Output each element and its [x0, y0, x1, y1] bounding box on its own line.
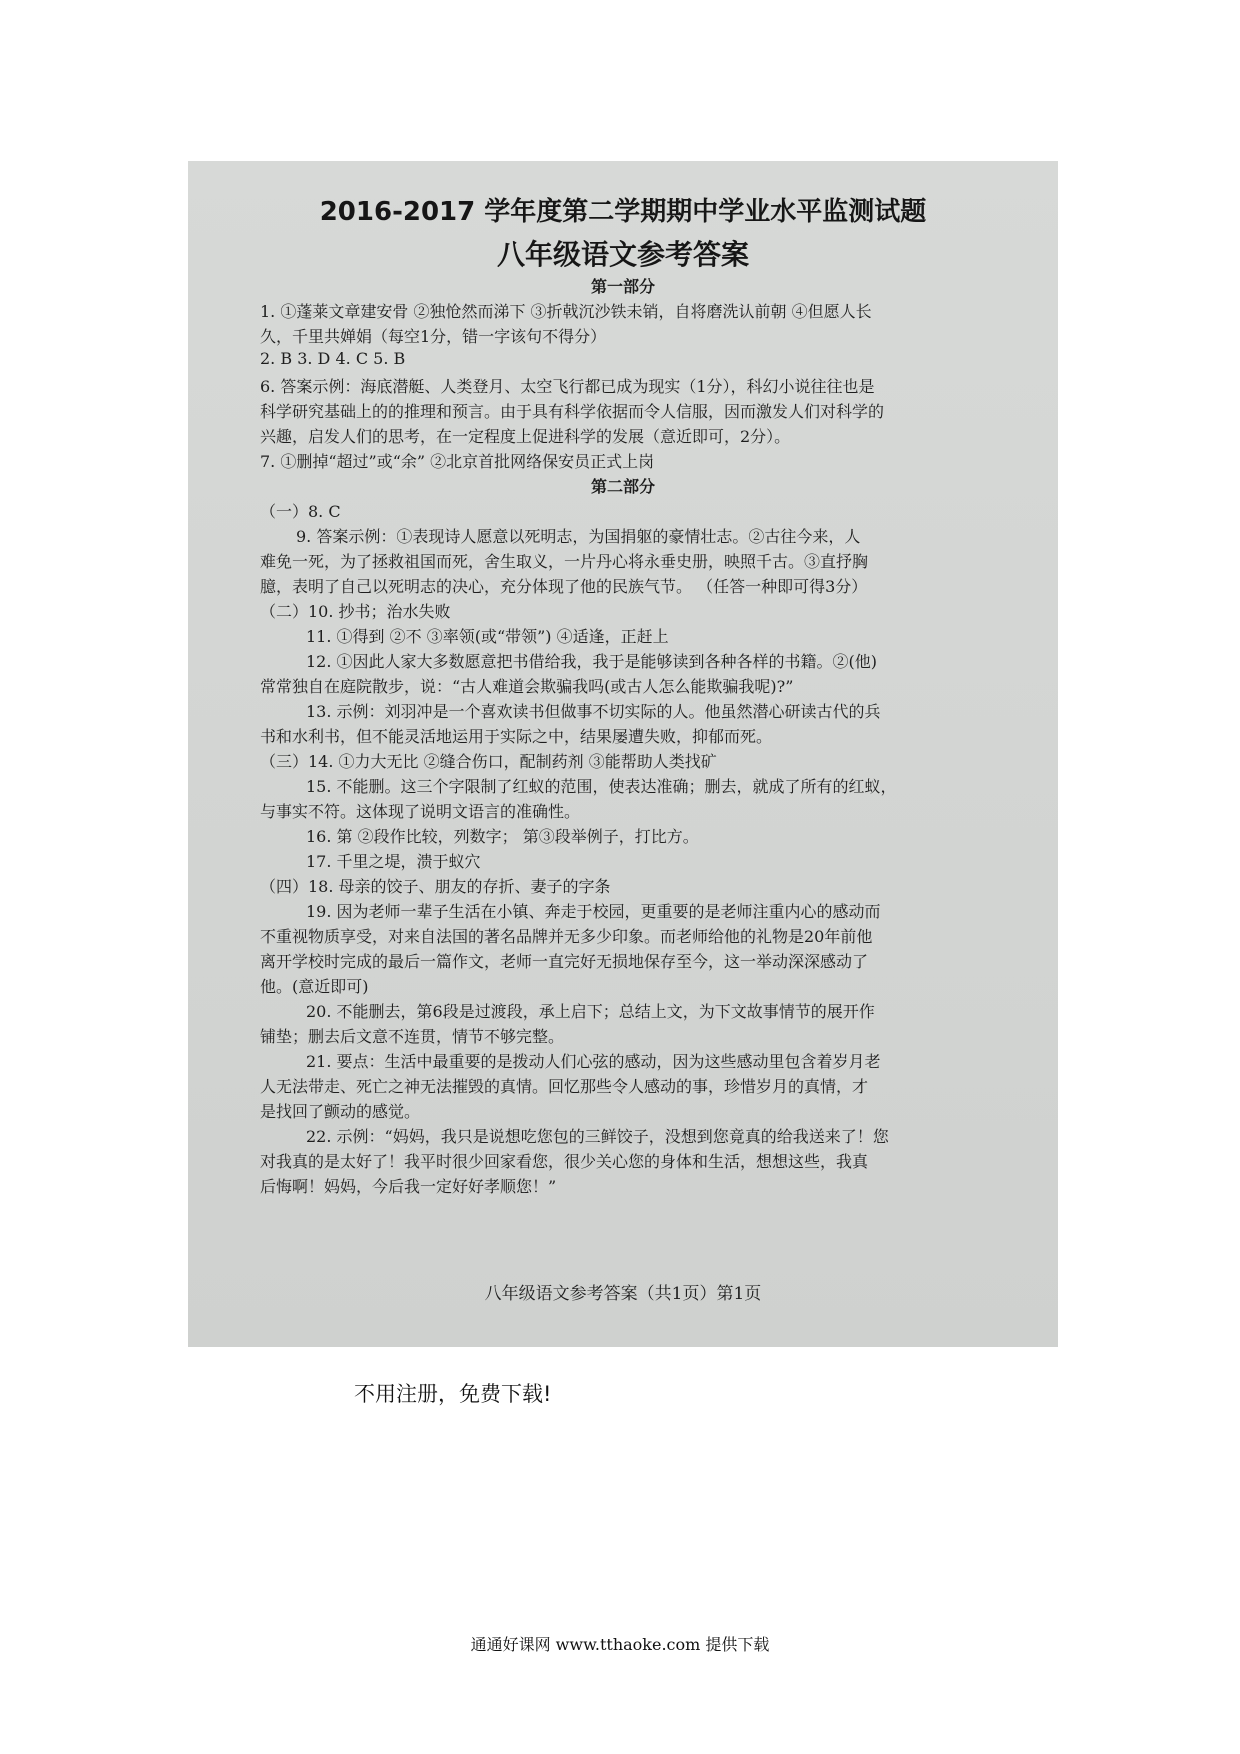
- answer-line: 兴趣，启发人们的思考，在一定程度上促进科学的发展（意近即可，2分）。: [260, 427, 791, 446]
- answer-line: （四）18. 母亲的饺子、朋友的存折、妻子的字条: [260, 877, 611, 896]
- answer-line: 7. ①删掉“超过”或“余” ②北京首批网络保安员正式上岗: [260, 452, 655, 471]
- answer-line: 19. 因为老师一辈子生活在小镇、奔走于校园，更重要的是老师注重内心的感动而: [306, 902, 881, 921]
- document-subtitle: 八年级语文参考答案: [496, 238, 749, 271]
- answer-line: 离开学校时完成的最后一篇作文，老师一直完好无损地保存至今，这一举动深深感动了: [260, 952, 869, 971]
- answer-line: 科学研究基础上的的推理和预言。由于具有科学依据而令人信服，因而激发人们对科学的: [260, 402, 885, 421]
- section-heading-part1: 第一部分: [590, 277, 655, 296]
- answer-line: 他。(意近即可): [260, 977, 369, 996]
- scanned-answer-sheet-photo: [188, 161, 1058, 1347]
- answer-line: 1. ①蓬莱文章建安骨 ②独怆然而涕下 ③折戟沉沙铁未销，自将磨洗认前朝 ④但愿人长: [260, 302, 872, 321]
- answer-line: 与事实不符。这体现了说明文语言的准确性。: [260, 802, 581, 821]
- answer-line: （二）10. 抄书；治水失败: [260, 602, 451, 621]
- answer-line: 15. 不能删。这三个字限制了红蚁的范围，使表达准确；删去，就成了所有的红蚁，: [306, 777, 897, 796]
- answer-line: 铺垫；删去后文意不连贯，情节不够完整。: [260, 1027, 565, 1046]
- answer-line: 常常独自在庭院散步，说：“古人难道会欺骗我吗(或古人怎么能欺骗我呢)?”: [260, 677, 794, 696]
- answer-line: 21. 要点：生活中最重要的是拨动人们心弦的感动，因为这些感动里包含着岁月老: [306, 1052, 881, 1071]
- answer-line: 对我真的是太好了！我平时很少回家看您，很少关心您的身体和生活，想想这些，我真: [260, 1152, 869, 1171]
- free-download-note: 不用注册，免费下载!: [354, 1382, 552, 1406]
- answer-line: 久，千里共婵娟（每空1分，错一字该句不得分）: [260, 327, 607, 346]
- answer-line: 17. 千里之堤，溃于蚁穴: [306, 852, 481, 871]
- answer-line: 22. 示例：“妈妈，我只是说想吃您包的三鲜饺子，没想到您竟真的给我送来了！您: [306, 1127, 889, 1146]
- answer-line: 9. 答案示例：①表现诗人愿意以死明志，为国捐躯的豪情壮志。②古往今来，人: [296, 527, 861, 546]
- answer-line: 难免一死，为了拯救祖国而死，舍生取义，一片丹心将永垂史册，映照千古。③直抒胸: [260, 552, 869, 571]
- document-title: 2016-2017 学年度第二学期期中学业水平监测试题: [319, 197, 927, 227]
- answer-line: 后悔啊！妈妈，今后我一定好好孝顺您！”: [260, 1177, 557, 1196]
- answer-line: 13. 示例：刘羽冲是一个喜欢读书但做事不切实际的人。他虽然潜心研读古代的兵: [306, 702, 881, 721]
- answer-line: 不重视物质享受，对来自法国的著名品牌并无多少印象。而老师给他的礼物是20年前他: [260, 927, 873, 946]
- answer-line: 20. 不能删去，第6段是过渡段，承上启下；总结上文，为下文故事情节的展开作: [306, 1002, 875, 1021]
- answer-line: 书和水利书，但不能灵活地运用于实际之中，结果屡遭失败，抑郁而死。: [260, 727, 773, 746]
- answer-line: 是找回了颤动的感觉。: [260, 1102, 421, 1121]
- answer-line: 16. 第 ②段作比较，列数字； 第③段举例子，打比方。: [306, 827, 699, 846]
- answer-line: 2. B 3. D 4. C 5. B: [260, 349, 406, 368]
- answer-line: （一）8. C: [260, 502, 341, 521]
- sheet-page-footer: 八年级语文参考答案（共1页）第1页: [484, 1284, 762, 1304]
- answer-line: 臆，表明了自己以死明志的决心，充分体现了他的民族气节。 （任答一种即可得3分）: [260, 577, 868, 596]
- section-heading-part2: 第二部分: [590, 477, 655, 496]
- answer-line: 人无法带走、死亡之神无法摧毁的真情。回忆那些令人感动的事，珍惜岁月的真情，才: [260, 1077, 869, 1096]
- answer-line: 12. ①因此人家大多数愿意把书借给我，我于是能够读到各种各样的书籍。②(他): [306, 652, 878, 671]
- answer-line: 6. 答案示例：海底潜艇、人类登月、太空飞行都已成为现实（1分），科幻小说往往也是: [260, 377, 875, 396]
- answer-line: 11. ①得到 ②不 ③率领(或“带领”) ④适逢，正赶上: [306, 627, 669, 646]
- answer-line: （三）14. ①力大无比 ②缝合伤口，配制药剂 ③能帮助人类找矿: [260, 752, 717, 771]
- page-footer: 通通好课网 www.tthaoke.com 提供下载: [470, 1635, 770, 1654]
